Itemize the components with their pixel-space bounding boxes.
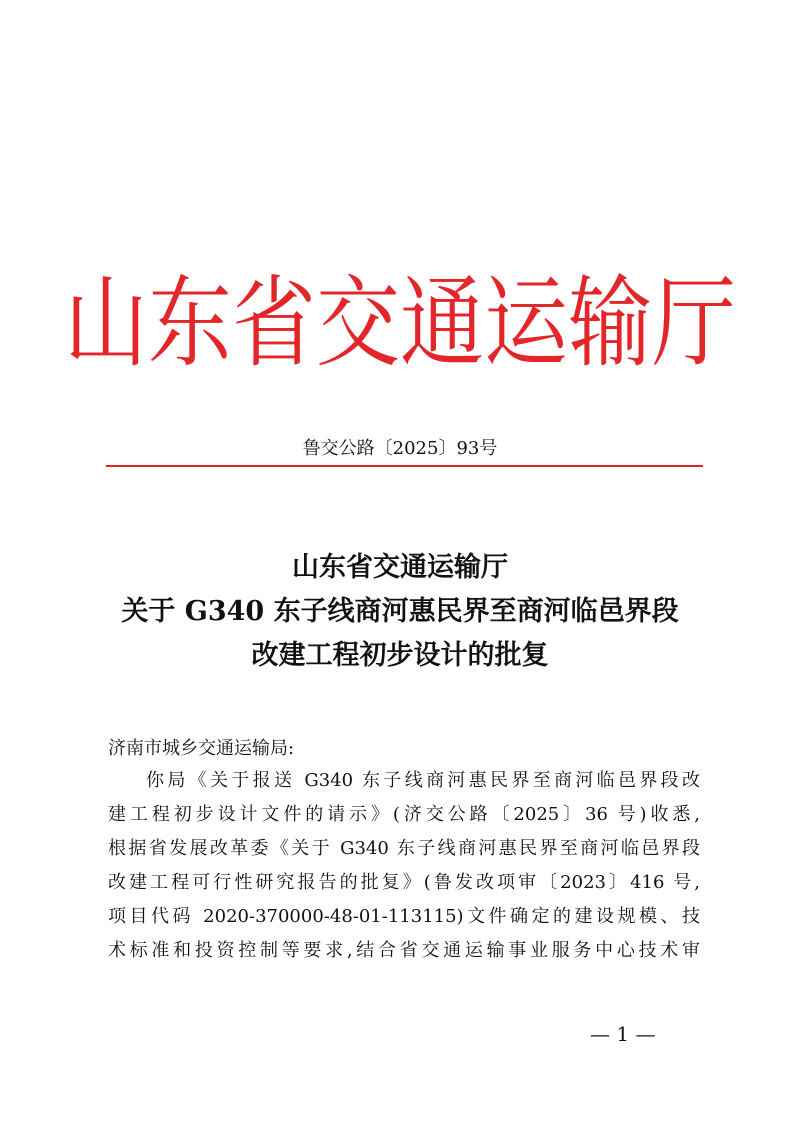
red-separator-line xyxy=(106,465,703,467)
body-line: 根据省发展改革委《关于 G340 东子线商河惠民界至商河临邑界段 xyxy=(108,838,700,859)
title-line-3: 改建工程初步设计的批复 xyxy=(251,640,549,671)
body-line: 术标准和投资控制等要求,结合省交通运输事业服务中心技术审 xyxy=(108,940,700,961)
body-line: 项目代码 2020-370000-48-01-113115)文件确定的建设规模、技 xyxy=(108,906,700,927)
title-line-1: 山东省交通运输厅 xyxy=(292,552,508,583)
body-line: 建工程初步设计文件的请示》(济交公路〔2025〕36 号)收悉, xyxy=(108,804,700,825)
body-line: 改建工程可行性研究报告的批复》(鲁发改项审〔2023〕416 号, xyxy=(108,872,700,893)
salutation: 济南市城乡交通运输局: xyxy=(108,738,295,759)
document-title xyxy=(0,546,800,678)
title-line-2: 关于 G340 东子线商河惠民界至商河临邑界段 xyxy=(121,596,679,627)
issuer-masthead: 山东省交通运输厅 xyxy=(63,265,736,381)
body-line: 你局《关于报送 G340 东子线商河惠民界至商河临邑界段改 xyxy=(146,770,700,791)
body-paragraph xyxy=(108,764,700,968)
page-number: — 1 — xyxy=(590,1022,656,1046)
document-number: 鲁交公路〔2025〕93号 xyxy=(302,438,498,459)
